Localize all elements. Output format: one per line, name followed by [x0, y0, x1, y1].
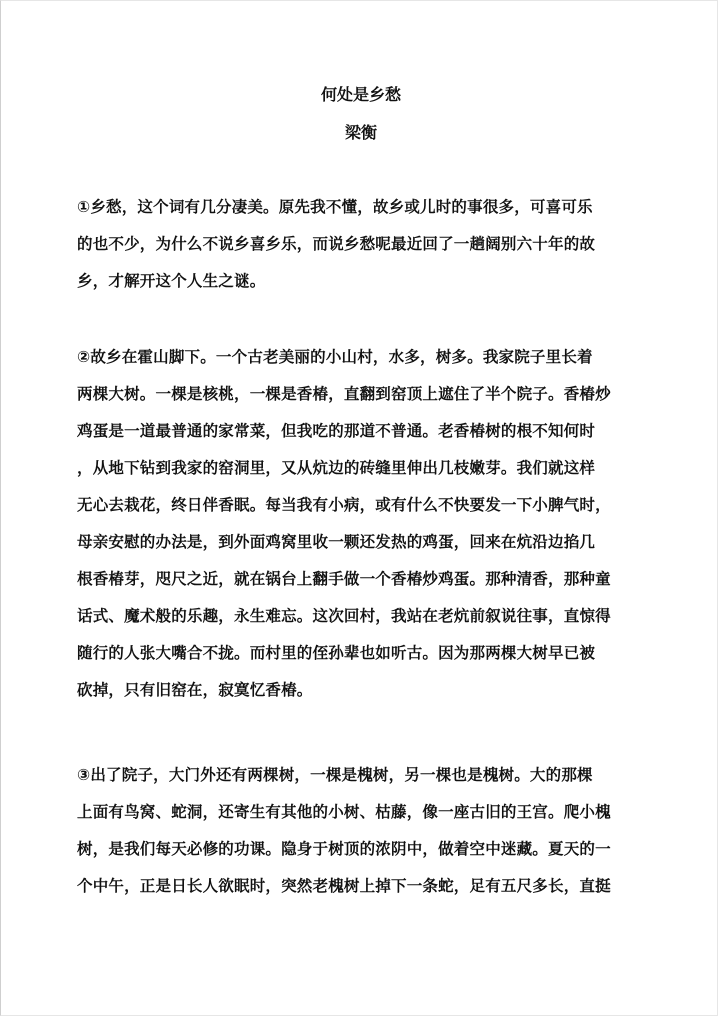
- text-line: 的也不少，为什么不说乡喜乡乐，而说乡愁呢最近回了一趟阔别六十年的故: [77, 235, 596, 253]
- document-title: 何处是乡愁: [320, 85, 401, 104]
- text-line: 乡，才解开这个人生之谜。: [77, 272, 266, 290]
- document-author: 梁衡: [344, 123, 377, 142]
- text-line: ②故乡在霍山脚下。一个古老美丽的小山村，水多，树多。我家院子里长着: [77, 348, 593, 366]
- text-line: 母亲安慰的办法是，到外面鸡窝里收一颗还发热的鸡蛋，回来在炕沿边掐几: [77, 533, 596, 551]
- text-line: ③出了院子，大门外还有两棵树，一棵是槐树，另一棵也是槐树。大的那棵: [77, 766, 593, 784]
- text-line: 鸡蛋是一道最普通的家常菜，但我吃的那道不普通。老香椿树的根不知何时: [77, 422, 596, 440]
- text-line: ①乡愁，这个词有几分凄美。原先我不懂，故乡或儿时的事很多，可喜可乐: [77, 198, 593, 216]
- text-line: 砍掉，只有旧窑在，寂寞忆香椿。: [77, 681, 313, 699]
- text-line: 根香椿芽，咫尺之近，就在锅台上翻手做一个香椿炒鸡蛋。那种清香，那种童: [77, 570, 611, 588]
- text-line: 随行的人张大嘴合不拢。而村里的侄孙辈也如听古。因为那两棵大树早已被: [77, 644, 596, 662]
- text-line: 上面有鸟窝、蛇洞，还寄生有其他的小树、枯藤，像一座古旧的王宫。爬小槐: [77, 803, 611, 821]
- text-line: 树，是我们每天必修的功课。隐身于树顶的浓阴中，做着空中迷藏。夏天的一: [77, 840, 611, 858]
- text-line: 个中午，正是日长人欲眠时，突然老槐树上掉下一条蛇，足有五尺多长，直挺: [77, 877, 611, 895]
- text-line: ，从地下钻到我家的窑洞里，又从炕边的砖缝里伸出几枝嫩芽。我们就这样: [77, 459, 596, 477]
- text-line: 两棵大树。一棵是核桃，一棵是香椿，直翻到窑顶上遮住了半个院子。香椿炒: [77, 385, 611, 403]
- paragraph-1: [77, 189, 637, 300]
- text-line: 无心去栽花，终日伴香眠。每当我有小病，或有什么不快要发一下小脾气时，: [77, 496, 611, 514]
- text-line: 话式、魔术般的乐趣，永生难忘。这次回村，我站在老炕前叙说往事，直惊得: [77, 607, 611, 625]
- paragraph-2: [77, 339, 637, 709]
- paragraph-3: [77, 757, 637, 905]
